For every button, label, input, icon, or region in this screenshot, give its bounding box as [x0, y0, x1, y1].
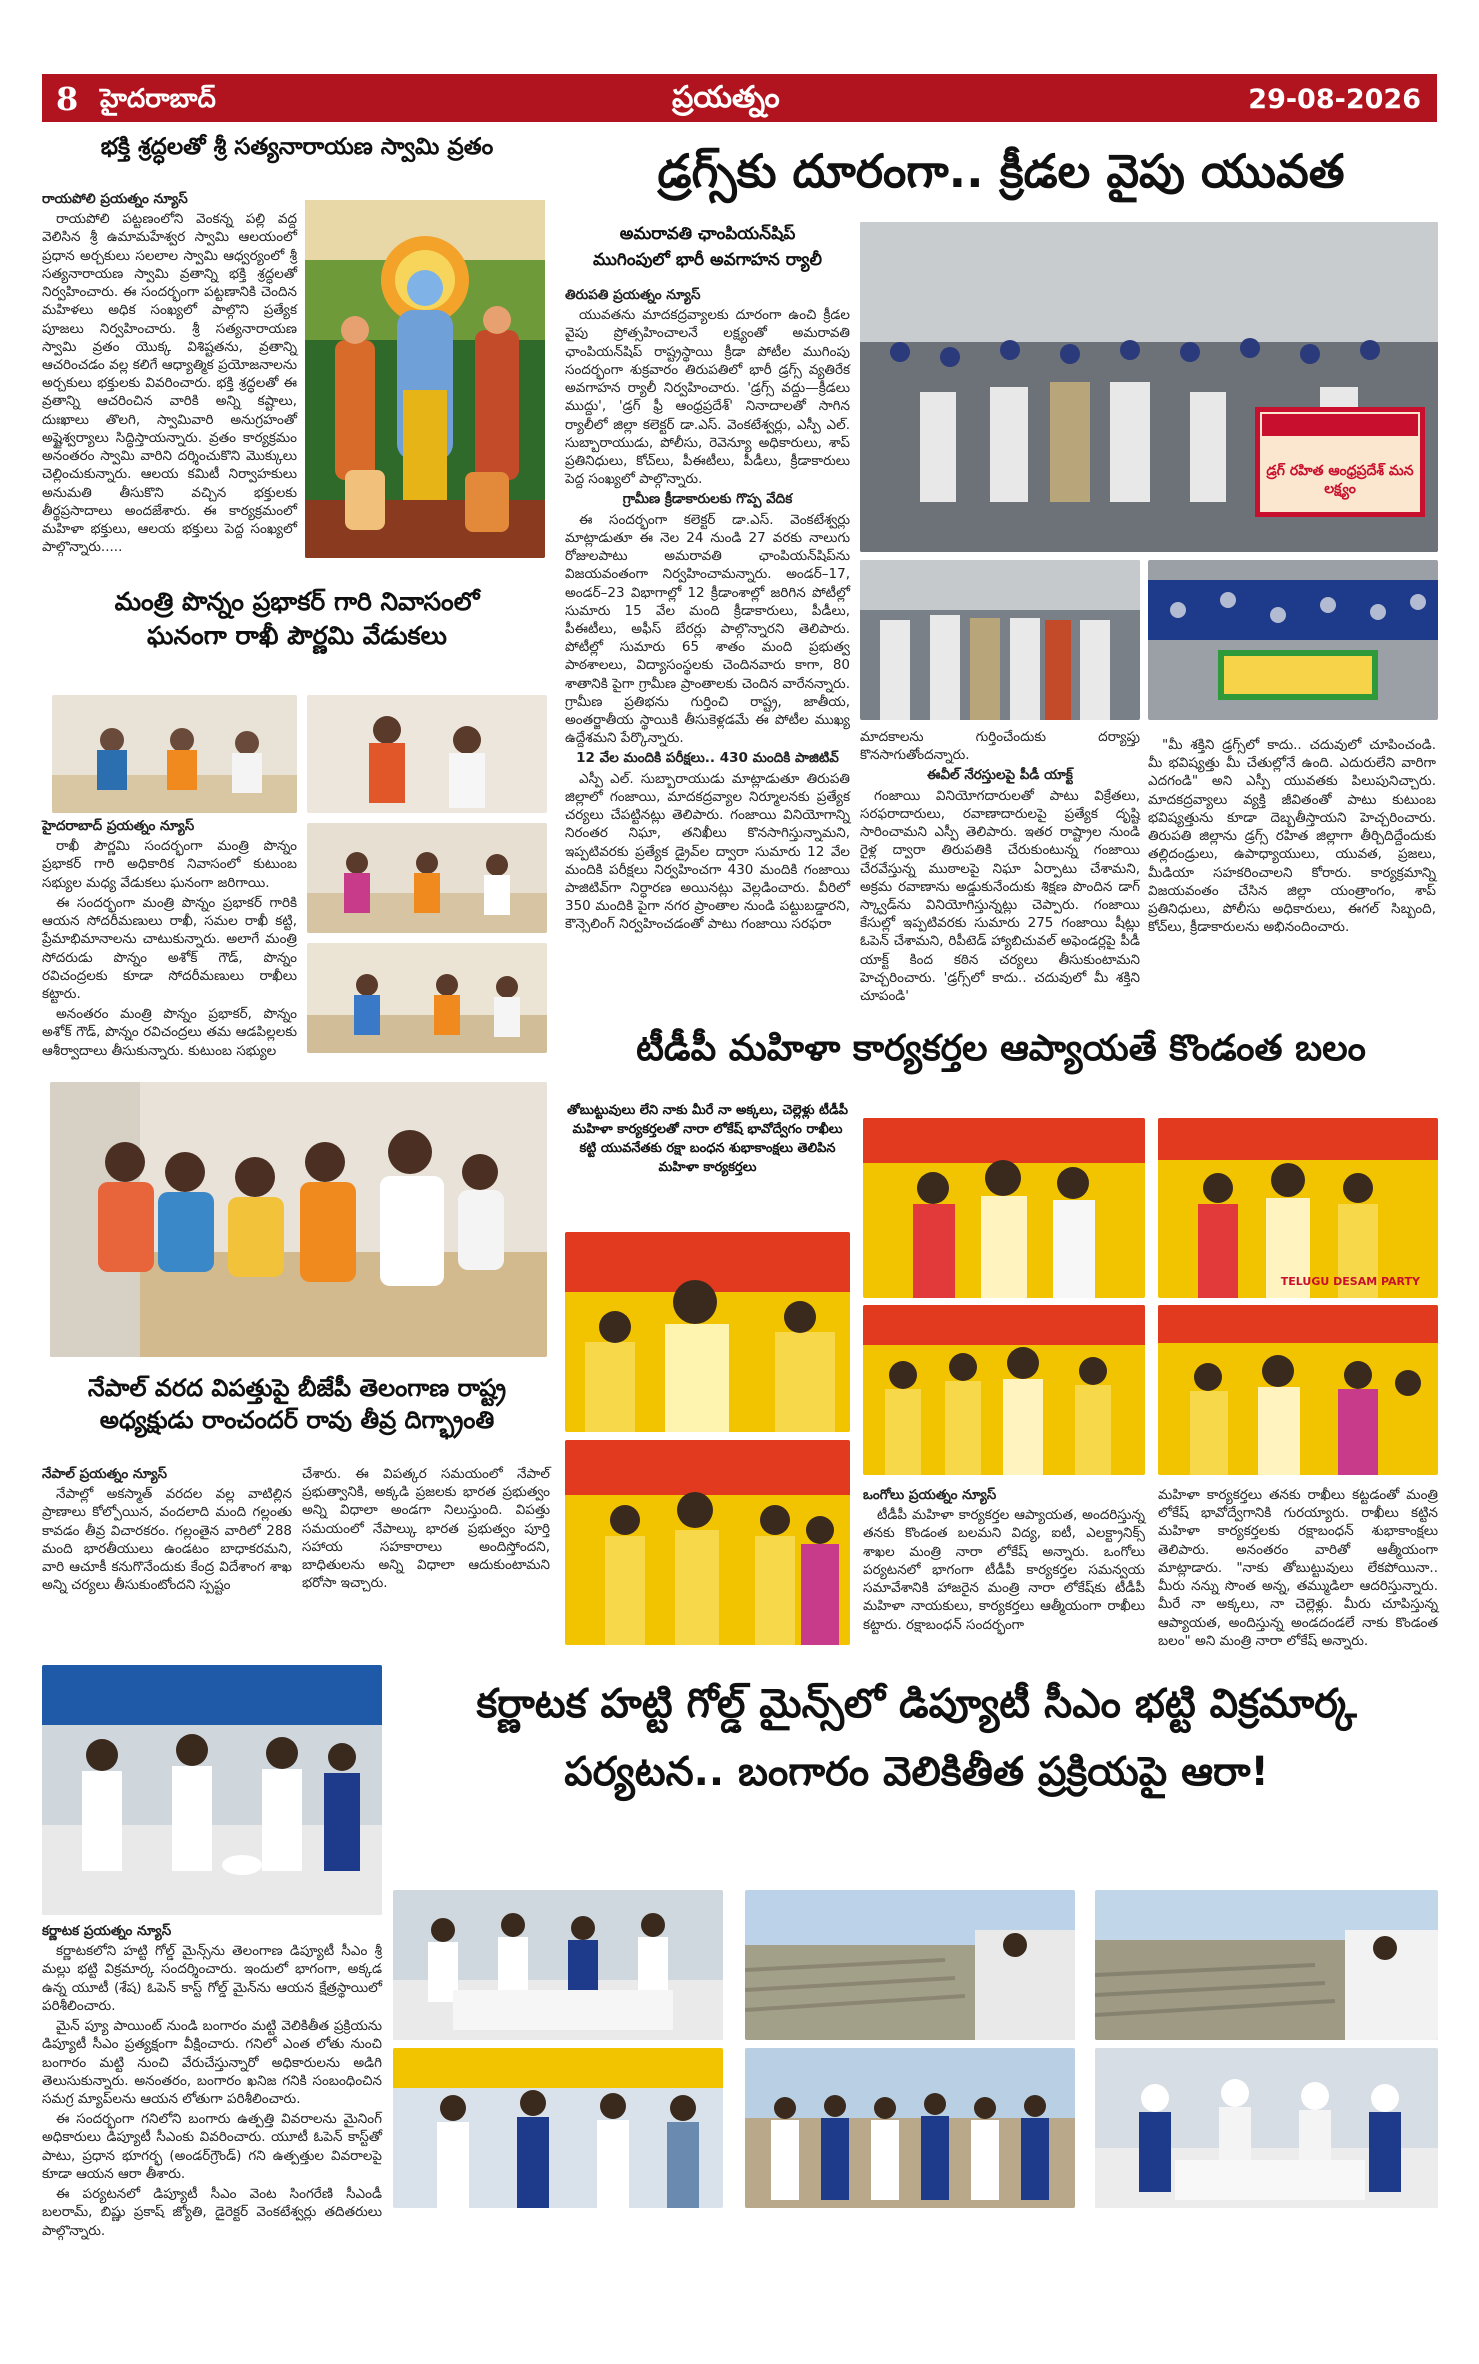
- article6-headline: [395, 1670, 1438, 1806]
- article6-para3: ఈ సందర్భంగా గనిలోని బంగారు ఉత్పత్తి వివరాలను మైనింగ్ అధికారులు డిప్యూటీ సీఎంకు వివరించారు. యూటీ ఓపెన్ కాస్ట్‌తో పాటు, ప్రధాన భూగర్భ (అండర్‌గ్రౌండ్) గని ఉత్పత్తుల వివరాలపై కూడా ఆయన ఆరా తీశారు.: [42, 2111, 382, 2182]
- article4-sub1: గ్రామీణ క్రీడాకారులకు గొప్ప వేదిక: [622, 491, 793, 508]
- tdp-photo-4: [863, 1305, 1145, 1475]
- article3-col1: [42, 1465, 292, 1597]
- tdp-photo-3: [863, 1118, 1145, 1298]
- deity-painting: [305, 200, 545, 558]
- article4-col1: [565, 286, 850, 936]
- article5-byline: ఒంగోలు ప్రయత్నం న్యూస్: [863, 1487, 997, 1503]
- article5-deck: తోబుట్టువులు లేని నాకు మీరే నా అక్కలు, చెల్లెళ్లు టీడీపీ మహిళా కార్యకర్తలతో నారా లోకేష్ భావోద్వేగం రాఖీలు కట్టి యువనేతకు రక్షా బంధన శుభాకాంక్షలు తెలిపిన మహిళా కార్యకర్తలు: [567, 1103, 848, 1175]
- article6-byline: కర్ణాటక ప్రయత్నం న్యూస్: [42, 1923, 172, 1939]
- article2-body: [42, 817, 297, 1062]
- article1-byline: రాయపోలి ప్రయత్నం న్యూస్: [42, 191, 188, 207]
- article6-para1: కర్ణాటకలోని హట్టి గోల్డ్ మైన్స్‌ను తెలంగాణ డిప్యూటీ సీఎం శ్రీ మల్లు భట్టి విక్రమార్క సందర్శించారు. ఇందులో భాగంగా, అక్కడ ఉన్న యూటీ (శేష) ఓపెన్ కాస్ట్ గోల్డ్ మైన్‌ను ఆయన క్షేత్రస్థాయిలో పరిశీలించారు.: [42, 1943, 382, 2014]
- article3-headline-line1: నేపాల్ వరద విపత్తుపై బీజేపీ తెలంగాణ రాష్ట్ర: [87, 1374, 507, 1402]
- masthead-bar: [42, 74, 1437, 122]
- tdp-photo-5: [1158, 1118, 1438, 1298]
- article4-byline: తిరుపతి ప్రయత్నం న్యూస్: [565, 287, 701, 303]
- article4-subhead: [565, 222, 850, 273]
- article3-text2: చేశారు. ఈ విపత్కర సమయంలో నేపాల్ ప్రభుత్వానికి, అక్కడి ప్రజలకు భారత ప్రభుత్వం అన్ని విధాలా అండగా నిలుస్తుంది. విపత్తు సమయంలో నేపాల్కు భారత ప్రభుత్వం పూర్తి సహాయ సహకారాలు అందిస్తోందని, బాధితులను అన్ని విధాలా ఆదుకుంటామని భరోసా ఇచ్చారు.: [302, 1466, 550, 1592]
- article3-headline-line2: అధ్యక్షుడు రాంచందర్ రావు తీవ్ర దిగ్భ్రాంతి: [99, 1406, 495, 1435]
- tdp-photo-2: [565, 1440, 850, 1645]
- rally-photo-main: [860, 222, 1438, 552]
- mines-photo-5: [393, 2048, 723, 2208]
- article6-para2: మైన్ ప్యూ పాయింట్ నుండి బంగారం మట్టి వెలికితీత ప్రక్రియను డిప్యూటీ సీఎం ప్రత్యక్షంగా వీక్షించారు. గనిలో ఎంత లోతు నుంచి బంగారం మట్టి నుంచి వేరుచేస్తున్నారో అధికారులను అడిగి తెలుసుకున్నారు. అనంతరం, బంగారం ఖనిజ గనికి సంబంధించిన సమగ్ర మ్యాప్‌లను ఆయన లోతుగా పరిశీలించారు.: [42, 2018, 382, 2107]
- rally-photo-3: [1148, 560, 1438, 720]
- article4-para4: గంజాయి వినియోగదారులతో పాటు విక్రేతలు, సరఫరాదారులు, రవాణాదారులపై ప్రత్యేక దృష్టి సారించామని ఎస్పీ తెలిపారు. ఇతర రాష్ట్రాల నుండి రైళ్ల ద్వారా తిరుపతికి చేరుకుంటున్న గంజాయి చేరవేస్తున్న ముఠాలపై నిఘా ఏర్పాటు చేశామని, అక్రమ రవాణాను అడ్డుకునేందుకు శిక్షణ పొందిన డాగ్ స్క్వాడ్‌ను వినియోగిస్తున్నట్లు చెప్పారు. గంజాయి కేసుల్లో ఇప్పటివరకు సుమారు 275 గంజాయి షీట్లు ఓపెన్ చేశామని, రిపీటెడ్ హ్యాబిచువల్ అఫెండర్లపై పీడీ యాక్ట్ కింద కఠిన చర్యలు తీసుకుంటామని హెచ్చరించారు. 'డ్రగ్స్‌లో కాదు.. చదువులో మీ శక్తిని చూపండి': [860, 787, 1140, 1005]
- article2-headline-line2: ఘనంగా రాఖీ పౌర్ణమి వేడుకలు: [147, 620, 447, 650]
- article4-sub3: ఈవీల్ నేరస్తులపై పీడీ యాక్ట్: [927, 767, 1073, 784]
- article2-headline-line1: మంత్రి పొన్నం ప్రభాకర్ గారి నివాసంలో: [114, 587, 480, 616]
- tdp-backdrop-text: TELUGU DESAM PARTY: [1280, 1275, 1420, 1288]
- article4-col2: [860, 728, 1140, 1007]
- article1-text: రాయపోలి పట్టణంలోని వెంకన్న పల్లి వద్ద వెలిసిన శ్రీ ఉమామహేశ్వర స్వామి ఆలయంలో ప్రధాన అర్చకులు సలలాల స్వామి ఆధ్వర్యంలో శ్రీ సత్యనారాయణ స్వామి వ్రతాన్ని భక్తి శ్రద్ధలతో నిర్వహించారు. ఈ సందర్భంగా పట్టణానికి చెందిన మహిళలు అధిక సంఖ్యలో పాల్గొని ప్రత్యేక పూజలు నిర్వహించారు. శ్రీ సత్యనారాయణ స్వామి వ్రతం యొక్క విశిష్టతను, వ్రతాన్ని ఆచరించడం వల్ల కలిగే ఆధ్యాత్మిక ప్రయోజనాలను అర్చకులు భక్తులకు వివరించారు. భక్తి శ్రద్ధలతో ఈ వ్రతాన్ని ఆచరించిన వారికి అన్ని కష్టాలు, దుఃఖాలు తొలగి, స్వామివారి అనుగ్రహంతో అష్టైశ్వర్యాలు సిద్ధిస్తాయన్నారు. వ్రతం కార్యక్రమం అనంతరం స్వామి వారిని దర్శించుకొని మొక్కులు చెల్లించుకున్నారు. ఆలయ కమిటీ నిర్వాహకులు అనుమతి తీసుకొని వచ్చిన భక్తులకు తీర్థప్రసాదాలు అందజేశారు. ఈ కార్యక్రమంలో మహిళా భక్తులు, ఆలయ భక్తులు పెద్ద సంఖ్యలో పాల్గొన్నారు.....: [42, 211, 297, 556]
- rakhi-photo-4: [307, 943, 547, 1053]
- article2-byline: హైదరాబాద్ ప్రయత్నం న్యూస్: [42, 818, 195, 834]
- rally-photo-2: [860, 560, 1140, 720]
- article4-photo-caption: మాదకాలను గుర్తించేందుకు దర్యాప్తు కొనసాగుతోందన్నారు.: [860, 729, 1140, 764]
- article6-headline-line1: కర్ణాటక హట్టి గోల్డ్ మైన్స్‌లో డిప్యూటీ సీఎం భట్టి విక్రమార్క: [476, 1681, 1357, 1727]
- mines-photo-4: [1095, 1890, 1438, 2040]
- article5-text1: టీడీపీ మహిళా కార్యకర్తల ఆప్యాయత, అందరిస్తున్న తనకు కొండంత బలమని విద్య, ఐటీ, ఎలక్ట్రానిక్స్ శాఖల మంత్రి నారా లోకేష్ అన్నారు. ఒంగోలు పర్యటనలో భాగంగా టీడీపీ కార్యకర్తల సమన్వయ సమావేశానికి హాజరైన మంత్రి నారా లోకేష్‌కు టీడీపీ మహిళా నాయకులు, కార్యకర్తలు ఆత్మీయంగా రాఖీలు కట్టారు. రక్షాబంధన్ సందర్భంగా: [863, 1507, 1145, 1633]
- article5-col2: [1158, 1486, 1438, 1652]
- rakhi-photo-2: [307, 695, 547, 813]
- rakhi-photo-1: [52, 695, 297, 813]
- article3-col2: [302, 1465, 550, 1595]
- article4-sub2: 12 వేల మందికి పరీక్షలు.. 430 మందికి పాజిటివ్: [576, 750, 839, 767]
- rakhi-photo-3: [307, 823, 547, 933]
- article2-para2: ఈ సందర్భంగా మంత్రి పొన్నం ప్రభాకర్ గారికి ఆయన సోదరీమణులు రాఖీ, సమల రాఖీ కట్టి, ప్రేమాభిమానాలను చాటుకున్నారు. అలాగే మంత్రి సోదరుడు పొన్నం అశోక్ గౌడ్, పొన్నం రవిచంద్రలకు కూడా సోదరీమణులు రాఖీలు కట్టారు.: [42, 894, 297, 1002]
- issue-date: 29-08-2026: [1248, 84, 1421, 115]
- article4-subhead-line1: అమరావతి ఛాంపియన్‌షిప్: [619, 224, 796, 244]
- article4-col3: [1148, 736, 1436, 938]
- rally-banner-text: డ్రగ్ రహిత ఆంధ్రప్రదేశ్ మన లక్ష్యం: [1266, 463, 1414, 498]
- article4-headline: డ్రగ్స్‌కు దూరంగా.. క్రీడల వైపు యువత: [657, 144, 1345, 198]
- article6-para4: ఈ పర్యటనలో డిప్యూటీ సీఎం వెంట సింగరేణి సీఎండీ బలరామ్, బిష్ణు ప్రకాష్ జ్యోతి, డైరెక్టర్ వెంకటేశ్వర్లు తదితరులు పాల్గొన్నారు.: [42, 2186, 382, 2239]
- rakhi-photo-main: [50, 1082, 547, 1357]
- article4-para5: "మీ శక్తిని డ్రగ్స్‌లో కాదు.. చదువులో చూపించండి. మీ భవిష్యత్తు మీ చేతుల్లోనే ఉంది. ఎదురులేని వారిగా ఎదగండి" అని ఎస్పీ యువతకు పిలుపునిచ్చారు. మాదకద్రవ్యాలు వ్యక్తి జీవితంతో పాటు కుటుంబ భవిష్యత్తును కూడా దెబ్బతీస్తాయని హెచ్చరించారు. తిరుపతి జిల్లాను డ్రగ్స్ రహిత జిల్లాగా తీర్చిదిద్దేందుకు తల్లిదండ్రులు, ఉపాధ్యాయులు, యువత, ప్రజలు, మీడియా సహకరించాలని కోరారు. కార్యక్రమాన్ని విజయవంతం చేసిన జిల్లా యంత్రాంగం, శాప్ ప్రతినిధులు, పోలీసు అధికారులు, ఈగల్ సిబ్బంది, కోచ్‌లు, క్రీడాకారులను అభినందించారు.: [1148, 737, 1436, 936]
- article6-body: [42, 1922, 382, 2242]
- article3-byline: నేపాల్ ప్రయత్నం న్యూస్: [42, 1466, 168, 1482]
- article2-para1: రాఖీ పౌర్ణమి సందర్భంగా మంత్రి పొన్నం ప్రభాకర్ గారి అధికారిక నివాసంలో కుటుంబ సభ్యుల మధ్య వేడుకలు ఘనంగా జరిగాయి.: [42, 838, 297, 891]
- mines-photo-2: [393, 1890, 723, 2040]
- article6-headline-line2: పర్యటన.. బంగారం వెలికితీత ప్రక్రియపై ఆరా!: [564, 1749, 1269, 1795]
- article3-text1: నేపాల్లో అకస్మాత్ వరదల వల్ల వాటిల్లిన ప్రాణాలు కోల్పోయిన, వందలాది మంది గల్లంతు కావడం తీవ్ర విచారకరం. గల్లంతైన వారిలో 288 మంది భారతీయులు ఉండటం బాధాకరమని, వారి ఆచూకీ కనుగొనేందుకు కేంద్ర విదేశాంగ శాఖ అన్ని చర్యలు తీసుకుంటోందని స్పష్టం: [42, 1486, 292, 1594]
- article5-col1: [863, 1486, 1145, 1636]
- article5-text2: మహిళా కార్యకర్తలు తనకు రాఖీలు కట్టడంతో మంత్రి లోకేష్ భావోద్వేగానికి గురయ్యారు. రాఖీలు కట్టిన మహిళా కార్యకర్తలకు రక్షాబంధన్ శుభాకాంక్షలు తెలిపారు. అనంతరం వారితో ఆత్మీయంగా మాట్లాడారు. "నాకు తోబుట్టువులు లేకపోయినా.. మీరు నన్ను సొంత అన్న, తమ్ముడిలా ఆదరిస్తున్నారు. మీరే నా అక్కలు, నా చెల్లెళ్లు. మీరు చూపిస్తున్న ఆప్యాయత, అందిస్తున్న అండదండలే నాకు కొండంత బలం" అని మంత్రి నారా లోకేష్ అన్నారు.: [1158, 1487, 1438, 1649]
- article4-subhead-line2: ముగింపులో భారీ అవగాహన ర్యాలీ: [593, 249, 822, 270]
- article2-headline: [42, 585, 552, 653]
- paper-name: ప్రయత్నం: [672, 80, 780, 115]
- article2-para3: అనంతరం మంత్రి పొన్నం ప్రభాకర్, పొన్నం అశోక్ గౌడ్, పొన్నం రవిచంద్రలు తమ ఆడపిల్లలకు ఆశీర్వాదాలు తీసుకున్నారు. కుటుంబ సభ్యుల: [42, 1006, 297, 1059]
- article4-para2: ఈ సందర్భంగా కలెక్టర్ డా.ఎస్. వెంకటేశ్వర్లు మాట్లాడుతూ ఈ నెల 24 నుండి 27 వరకు నాలుగు రోజులపాటు అమరావతి ఛాంపియన్‌షిప్‌ను విజయవంతంగా నిర్వహించామన్నారు. అండర్–17, అండర్–23 విభాగాల్లో 12 క్రీడాంశాల్లో జరిగిన పోటీల్లో సుమారు 15 వేల మంది క్రీడాకారులు, పీడీలు, పీఈటీలు, అఫీస్ బేరర్లు పాల్గొన్నారని తెలిపారు. పోటీల్లో సుమారు 65 శాతం మంది ప్రభుత్వ పాఠశాలలు, విద్యాసంస్థలకు చెందినవారు కాగా, 80 శాతానికి పైగా గ్రామీణ ప్రాంతాలకు చెందిన వారేనన్నారు. గ్రామీణ ప్రతిభను గుర్తించి రాష్ట్ర, జాతీయ, అంతర్జాతీయ స్థాయికి తీసుకెళ్లడమే ఈ పోటీల ముఖ్య ఉద్దేశమని పేర్కొన్నారు.: [565, 511, 850, 747]
- article4-para1: యువతను మాదకద్రవ్యాలకు దూరంగా ఉంచి క్రీడల వైపు ప్రోత్సహించాలనే లక్ష్యంతో అమరావతి ఛాంపియన్‌షిప్ రాష్ట్రస్థాయి క్రీడా పోటీల ముగింపు సందర్భంగా శుక్రవారం తిరుపతిలో భారీ డ్రగ్స్ వ్యతిరేక అవగాహన ర్యాలీ నిర్వహించారు. 'డ్రగ్స్ వద్దు—క్రీడలు ముద్దు', 'డ్రగ్ ఫ్రీ ఆంధ్రప్రదేశ్' నినాదాలతో సాగిన ర్యాలీలో జిల్లా కలెక్టర్ డా.ఎస్. వెంకటేశ్వర్లు, ఎస్పీ ఎల్. సుబ్బారాయుడు, పోలీసు, రెవెన్యూ అధికారులు, శాప్ ప్రతినిధులు, కోచ్‌లు, పీఈటీలు, పీడీలు, క్రీడాకారులు పెద్ద సంఖ్యలో పాల్గొన్నారు.: [565, 307, 850, 488]
- mines-photo-3: [745, 1890, 1075, 2040]
- page-number: 8: [56, 80, 79, 118]
- article1-headline: భక్తి శ్రద్ధలతో శ్రీ సత్యనారాయణ స్వామి వ్రతం: [100, 134, 494, 160]
- mines-photo-6: [745, 2048, 1075, 2208]
- tdp-photo-1: [565, 1232, 850, 1432]
- article5-headline: టీడీపీ మహిళా కార్యకర్తల ఆప్యాయతే కొండంత బలం: [636, 1028, 1366, 1069]
- mines-photo-main: [42, 1665, 382, 1915]
- article4-para3: ఎస్పీ ఎల్. సుబ్బారాయుడు మాట్లాడుతూ తిరుపతి జిల్లాలో గంజాయి, మాదకద్రవ్యాల నిర్మూలనకు ప్రత్యేక చర్యలు చేపట్టినట్లు తెలిపారు. గంజాయి వినియోగాన్ని నిరంతర నిఘా, తనిఖీలు కొనసాగిస్తున్నామని, ఇప్పటివరకు ప్రత్యేక డ్రైవ్‌ల ద్వారా సుమారు 12 వేల మందికి పరీక్షలు నిర్వహించగా 430 మందికి గంజాయి పాజిటివ్‌గా నిర్ధారణ అయినట్లు వెల్లడించారు. వీరిలో 350 మందికి పైగా నగర ప్రాంతాల నుండి పట్టుబడ్డారని, కౌన్సెలింగ్ నిర్వహించడంతో పాటు గంజాయి సరఫరా: [565, 770, 850, 933]
- tdp-photo-6: [1158, 1305, 1438, 1475]
- article3-headline: [42, 1372, 552, 1437]
- edition-city: హైదరాబాద్: [100, 84, 216, 114]
- mines-photo-7: [1095, 2048, 1438, 2208]
- article1-body: [42, 190, 297, 558]
